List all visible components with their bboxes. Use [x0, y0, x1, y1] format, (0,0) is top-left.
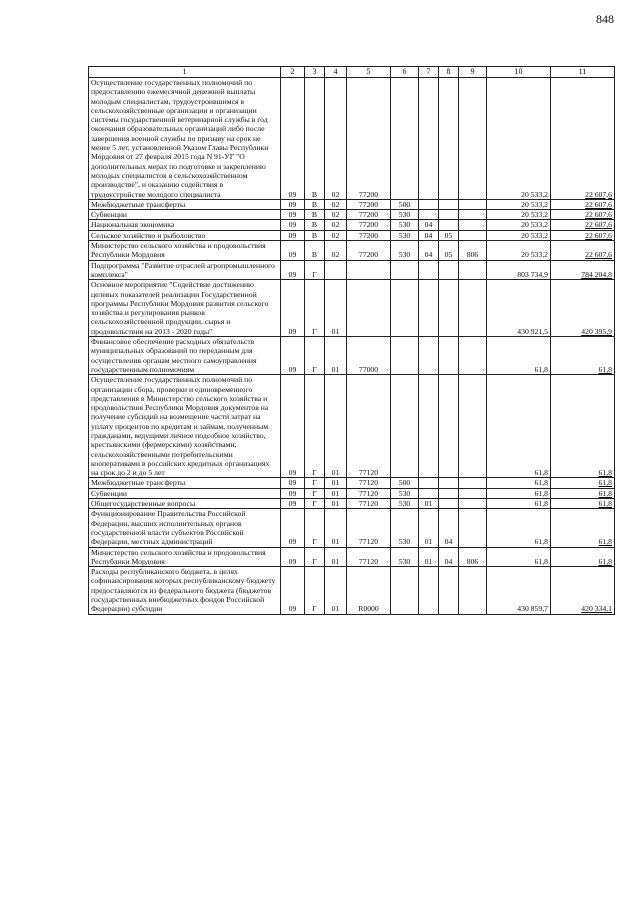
- code-cell: [459, 509, 487, 547]
- amount-cell: 20 533,2: [487, 199, 551, 209]
- code-cell: 806: [459, 241, 487, 261]
- code-cell: 500: [391, 478, 419, 488]
- table-row: [89, 337, 615, 375]
- code-cell: [439, 78, 459, 200]
- amount-cell: 61,8: [551, 488, 615, 498]
- code-cell: [439, 337, 459, 375]
- code-cell: [391, 375, 419, 478]
- code-cell: 09: [281, 547, 305, 567]
- code-cell: 77120: [347, 488, 391, 498]
- row-label: Подпрограмма "Развитие отраслей агропромышленного комплекса": [89, 260, 281, 280]
- code-cell: 01: [419, 547, 439, 567]
- column-header: 8: [439, 67, 459, 78]
- code-cell: 530: [391, 230, 419, 240]
- code-cell: 77200: [347, 78, 391, 200]
- code-cell: [419, 210, 439, 220]
- amount-cell: 20 533,2: [487, 230, 551, 240]
- row-label: Основное мероприятие "Содействие достижению целевых показателей реализации Государственной программы Республики Мордовия развития сельского хозяйства и регулирования рынков сельскохозяйственной продукции, сырья и продовольствия на 2013 - 2020 годы": [89, 280, 281, 337]
- code-cell: 02: [325, 78, 347, 200]
- code-cell: 04: [439, 547, 459, 567]
- code-cell: 77200: [347, 220, 391, 230]
- amount-cell: 61,8: [551, 337, 615, 375]
- code-cell: В: [305, 220, 325, 230]
- code-cell: [439, 375, 459, 478]
- code-cell: Г: [305, 499, 325, 509]
- amount-cell: 803 734,9: [487, 260, 551, 280]
- code-cell: 09: [281, 260, 305, 280]
- row-label: Общегосударственные вопросы: [89, 499, 281, 509]
- code-cell: Г: [305, 509, 325, 547]
- amount-cell: 61,8: [487, 337, 551, 375]
- table-row: [89, 499, 615, 509]
- code-cell: Г: [305, 375, 325, 478]
- code-cell: 01: [419, 509, 439, 547]
- code-cell: [391, 280, 419, 337]
- amount-cell: 22 607,6: [551, 230, 615, 240]
- code-cell: Г: [305, 280, 325, 337]
- code-cell: 77000: [347, 337, 391, 375]
- code-cell: 77120: [347, 375, 391, 478]
- column-header: 10: [487, 67, 551, 78]
- table-row: [89, 199, 615, 209]
- code-cell: 05: [439, 230, 459, 240]
- code-cell: [419, 337, 439, 375]
- code-cell: 04: [439, 509, 459, 547]
- code-cell: 04: [419, 230, 439, 240]
- table-row: [89, 375, 615, 478]
- code-cell: 01: [325, 567, 347, 614]
- code-cell: [459, 260, 487, 280]
- code-cell: R0000: [347, 567, 391, 614]
- code-cell: 04: [419, 241, 439, 261]
- code-cell: Г: [305, 567, 325, 614]
- code-cell: [439, 210, 459, 220]
- code-cell: 02: [325, 220, 347, 230]
- code-cell: [325, 260, 347, 280]
- code-cell: [439, 280, 459, 337]
- amount-cell: 20 533,2: [487, 78, 551, 200]
- table-row: [89, 547, 615, 567]
- code-cell: 806: [459, 547, 487, 567]
- code-cell: [439, 488, 459, 498]
- row-label: Субвенции: [89, 210, 281, 220]
- amount-cell: 61,8: [487, 547, 551, 567]
- table-row: [89, 230, 615, 240]
- code-cell: 05: [439, 241, 459, 261]
- code-cell: [459, 199, 487, 209]
- code-cell: 01: [325, 375, 347, 478]
- code-cell: 09: [281, 337, 305, 375]
- code-cell: [419, 488, 439, 498]
- code-cell: [459, 499, 487, 509]
- code-cell: 01: [325, 499, 347, 509]
- code-cell: 09: [281, 499, 305, 509]
- column-header: 4: [325, 67, 347, 78]
- code-cell: 530: [391, 509, 419, 547]
- code-cell: 01: [325, 280, 347, 337]
- amount-cell: 61,8: [551, 499, 615, 509]
- code-cell: 09: [281, 241, 305, 261]
- code-cell: 09: [281, 230, 305, 240]
- code-cell: 77120: [347, 509, 391, 547]
- code-cell: В: [305, 199, 325, 209]
- code-cell: [347, 280, 391, 337]
- code-cell: 09: [281, 220, 305, 230]
- amount-cell: 22 607,6: [551, 220, 615, 230]
- table-row: [89, 280, 615, 337]
- budget-table: [88, 66, 615, 615]
- table-row: [89, 241, 615, 261]
- row-label: Субвенции: [89, 488, 281, 498]
- code-cell: 09: [281, 280, 305, 337]
- amount-cell: 20 533,2: [487, 220, 551, 230]
- code-cell: [439, 567, 459, 614]
- amount-cell: 61,8: [551, 547, 615, 567]
- code-cell: 01: [325, 547, 347, 567]
- code-cell: [459, 567, 487, 614]
- code-cell: [439, 478, 459, 488]
- row-label: Осуществление государственных полномочий по предоставлению ежемесячной денежной выплаты молодым специалистам, трудоустроившимся в сельскохозяйственные организации и организации системы государственной ветеринарной службы в год окончания образовательных организаций либо после завершения военной службы по призыву на срок не менее 5 лет, установленной Указом Главы Республики Мордовия от 27 февраля 2015 года N 91-УГ "О дополнительных мерах по подготовке и закреплению молодых специалистов в сельскохозяйственном производстве", и оказанию содействия в трудоустройстве молодого специалиста: [89, 78, 281, 200]
- code-cell: 01: [419, 499, 439, 509]
- code-cell: 09: [281, 199, 305, 209]
- code-cell: Г: [305, 337, 325, 375]
- code-cell: Г: [305, 260, 325, 280]
- page-number: 848: [596, 12, 614, 26]
- column-header: 5: [347, 67, 391, 78]
- code-cell: [459, 280, 487, 337]
- amount-cell: 20 533,2: [487, 241, 551, 261]
- code-cell: [459, 220, 487, 230]
- amount-cell: 61,8: [551, 375, 615, 478]
- code-cell: 77200: [347, 241, 391, 261]
- code-cell: [391, 567, 419, 614]
- amount-cell: 61,8: [487, 499, 551, 509]
- code-cell: 09: [281, 478, 305, 488]
- code-cell: 09: [281, 210, 305, 220]
- code-cell: 02: [325, 210, 347, 220]
- code-cell: В: [305, 78, 325, 200]
- amount-cell: 22 607,6: [551, 199, 615, 209]
- code-cell: 77120: [347, 478, 391, 488]
- row-label: Сельское хозяйство и рыболовство: [89, 230, 281, 240]
- code-cell: [419, 478, 439, 488]
- code-cell: [419, 78, 439, 200]
- column-header: 3: [305, 67, 325, 78]
- code-cell: 01: [325, 478, 347, 488]
- amount-cell: 22 607,6: [551, 241, 615, 261]
- table-row: [89, 260, 615, 280]
- code-cell: [439, 499, 459, 509]
- code-cell: [439, 199, 459, 209]
- code-cell: 09: [281, 488, 305, 498]
- code-cell: 530: [391, 220, 419, 230]
- code-cell: [459, 78, 487, 200]
- column-header: 7: [419, 67, 439, 78]
- code-cell: 09: [281, 567, 305, 614]
- code-cell: В: [305, 241, 325, 261]
- code-cell: 09: [281, 509, 305, 547]
- code-cell: В: [305, 210, 325, 220]
- amount-cell: 430 921,5: [487, 280, 551, 337]
- column-header: 9: [459, 67, 487, 78]
- code-cell: 01: [325, 488, 347, 498]
- amount-cell: 20 533,2: [487, 210, 551, 220]
- row-label: Министерство сельского хозяйства и продовольствия Республики Мордовия: [89, 241, 281, 261]
- code-cell: [459, 488, 487, 498]
- amount-cell: 784 204,8: [551, 260, 615, 280]
- code-cell: [419, 375, 439, 478]
- code-cell: [419, 199, 439, 209]
- amount-cell: 61,8: [551, 478, 615, 488]
- code-cell: [419, 260, 439, 280]
- table-row: [89, 478, 615, 488]
- code-cell: 530: [391, 210, 419, 220]
- table-row: [89, 488, 615, 498]
- row-label: Функционирование Правительства Российской Федерации, высших исполнительных органов государственной власти субъектов Российской Федерации, местных администраций: [89, 509, 281, 547]
- code-cell: 02: [325, 230, 347, 240]
- code-cell: 02: [325, 199, 347, 209]
- code-cell: [419, 280, 439, 337]
- code-cell: Г: [305, 547, 325, 567]
- column-header: 11: [551, 67, 615, 78]
- amount-cell: 430 859,7: [487, 567, 551, 614]
- code-cell: Г: [305, 478, 325, 488]
- code-cell: 77120: [347, 499, 391, 509]
- code-cell: [459, 478, 487, 488]
- code-cell: В: [305, 230, 325, 240]
- row-label: Осуществление государственных полномочий по организации сбора, проверки и единовременного представления в Министерство сельского хозяйства и продовольствия Республики Мордовия документов на получение субсидий на возмещение части затрат на уплату процентов по кредитам и займам, полученным гражданами, ведущими личное подсобное хозяйство, крестьянскими (фермерскими) хозяйствами, сельскохозяйственными потребительскими кооперативами в российских кредитных организациях на срок до 2 и до 5 лет: [89, 375, 281, 478]
- code-cell: [439, 220, 459, 230]
- column-header: 1: [89, 67, 281, 78]
- amount-cell: 61,8: [487, 488, 551, 498]
- row-label: Межбюджетные трансферты: [89, 199, 281, 209]
- code-cell: 530: [391, 547, 419, 567]
- code-cell: 04: [419, 220, 439, 230]
- code-cell: Г: [305, 488, 325, 498]
- code-cell: [459, 375, 487, 478]
- row-label: Финансовое обеспечение расходных обязательств муниципальных образований по переданным для осуществления органам местного самоуправления государственным полномочиям: [89, 337, 281, 375]
- code-cell: [419, 567, 439, 614]
- code-cell: 530: [391, 488, 419, 498]
- table-row: [89, 220, 615, 230]
- code-cell: 77200: [347, 230, 391, 240]
- amount-cell: 61,8: [487, 375, 551, 478]
- amount-cell: 22 607,6: [551, 78, 615, 200]
- code-cell: 530: [391, 241, 419, 261]
- amount-cell: 420 334,1: [551, 567, 615, 614]
- code-cell: [391, 337, 419, 375]
- code-cell: [459, 337, 487, 375]
- code-cell: 500: [391, 199, 419, 209]
- code-cell: 09: [281, 78, 305, 200]
- code-cell: 01: [325, 509, 347, 547]
- table-row: [89, 567, 615, 614]
- code-cell: [391, 260, 419, 280]
- code-cell: 77200: [347, 199, 391, 209]
- amount-cell: 61,8: [487, 509, 551, 547]
- amount-cell: 61,8: [487, 478, 551, 488]
- code-cell: 530: [391, 499, 419, 509]
- code-cell: [459, 210, 487, 220]
- table-row: [89, 509, 615, 547]
- amount-cell: 61,8: [551, 509, 615, 547]
- table-header-row: [89, 67, 615, 78]
- code-cell: 01: [325, 337, 347, 375]
- row-label: Межбюджетные трансферты: [89, 478, 281, 488]
- amount-cell: 22 607,6: [551, 210, 615, 220]
- code-cell: [439, 260, 459, 280]
- code-cell: 02: [325, 241, 347, 261]
- code-cell: [347, 260, 391, 280]
- amount-cell: 420 395,9: [551, 280, 615, 337]
- column-header: 6: [391, 67, 419, 78]
- row-label: Министерство сельского хозяйства и продовольствия Республики Мордовия: [89, 547, 281, 567]
- code-cell: [459, 230, 487, 240]
- code-cell: 77120: [347, 547, 391, 567]
- code-cell: [391, 78, 419, 200]
- column-header: 2: [281, 67, 305, 78]
- table-row: [89, 78, 615, 200]
- table-row: [89, 210, 615, 220]
- row-label: Национальная экономика: [89, 220, 281, 230]
- code-cell: 09: [281, 375, 305, 478]
- row-label: Расходы республиканского бюджета, в целях софинансирования которых республиканскому бюджету предоставляются из федерального бюджета (бюджетов государственных внебюджетных фондов Российской Федерации) субсидии: [89, 567, 281, 614]
- code-cell: 77200: [347, 210, 391, 220]
